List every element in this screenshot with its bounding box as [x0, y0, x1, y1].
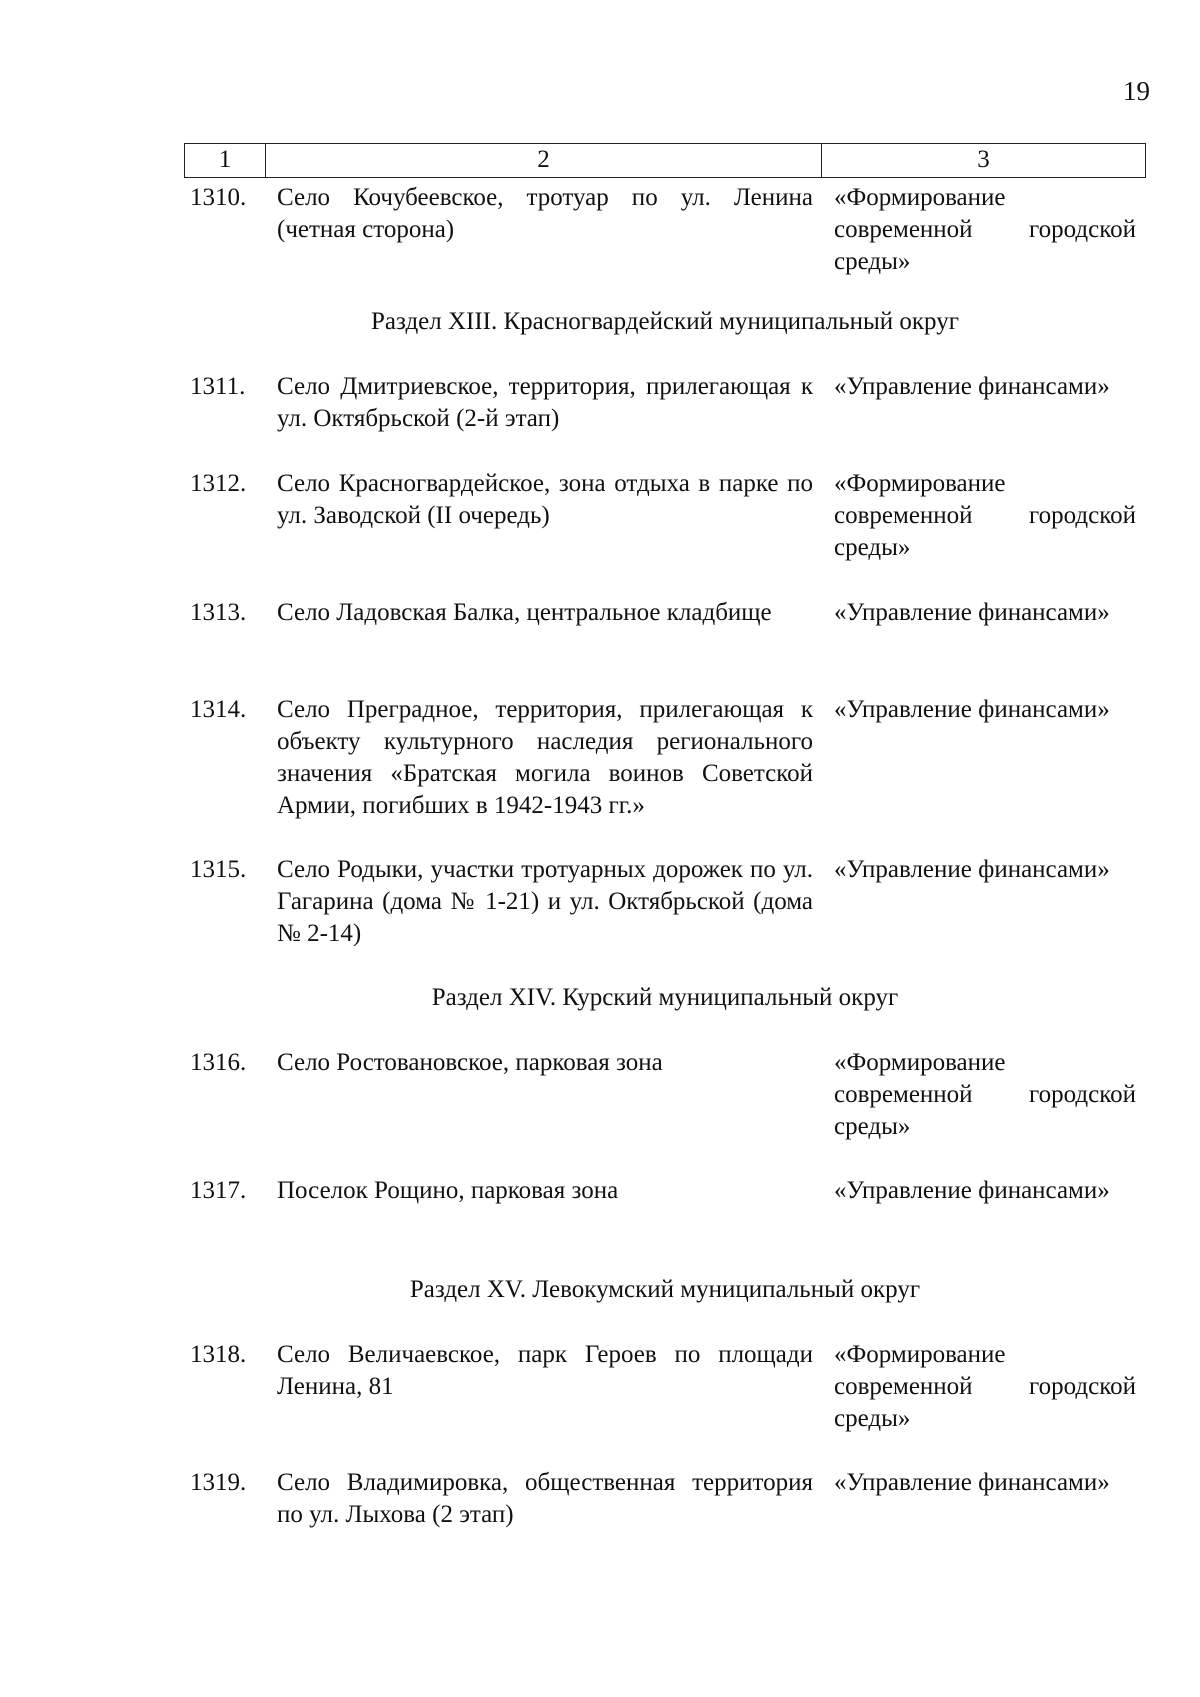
program-name: «Формирование современной городской среды» [834, 1049, 1136, 1140]
row-number: 1314. [190, 696, 247, 723]
row-number: 1313. [190, 599, 247, 626]
program-name: «Управление финансами» [834, 696, 1110, 723]
row-number: 1311. [190, 373, 246, 400]
section-heading: Раздел XV. Левокумский муниципальный округ [409, 1276, 921, 1303]
program-name: «Управление финансами» [834, 373, 1110, 400]
object-name: Село Преградное, территория, прилегающая к объекту культурного наследия регионального значения «Братская могила воинов Советской Армии, погибших в 1942-1943 гг.» [277, 696, 813, 819]
object-name: Село Кочубеевское, тротуар по ул. Ленина (четная сторона) [277, 184, 813, 243]
row-number: 1318. [190, 1341, 247, 1368]
object-name: Село Красногвардейское, зона отдыха в парке по ул. Заводской (II очередь) [277, 470, 813, 529]
program-name: «Формирование современной городской среды» [834, 1341, 1136, 1432]
program-name: «Формирование современной городской среды» [834, 184, 1136, 275]
table-header [184, 143, 1146, 178]
object-name: Село Родыки, участки тротуарных дорожек по ул. Гагарина (дома № 1-21) и ул. Октябрьской (дома № 2-14) [277, 856, 813, 947]
row-number: 1312. [190, 470, 247, 497]
page-number: 19 [1123, 76, 1150, 106]
object-name: Село Владимировка, общественная территория по ул. Лыхова (2 этап) [277, 1469, 813, 1528]
object-name: Поселок Рощино, парковая зона [277, 1177, 619, 1204]
program-name: «Формирование современной городской среды» [834, 470, 1136, 561]
program-name: «Управление финансами» [834, 1177, 1110, 1204]
program-name: «Управление финансами» [834, 1469, 1110, 1496]
row-number: 1317. [190, 1177, 247, 1204]
column-header-1: 1 [185, 144, 266, 177]
row-number: 1315. [190, 856, 247, 883]
column-header-2: 2 [266, 144, 822, 177]
object-name: Село Дмитриевское, территория, прилегающая к ул. Октябрьской (2-й этап) [277, 373, 813, 432]
object-name: Село Ладовская Балка, центральное кладбище [277, 599, 772, 626]
column-header-3: 3 [977, 146, 990, 173]
row-number: 1316. [190, 1049, 247, 1076]
object-name: Село Ростовановское, парковая зона [277, 1049, 663, 1076]
section-heading: Раздел XIII. Красногвардейский муниципальный округ [371, 308, 959, 335]
program-name: «Управление финансами» [834, 856, 1110, 883]
row-number: 1310. [190, 184, 247, 211]
program-name: «Управление финансами» [834, 599, 1110, 626]
section-heading: Раздел XIV. Курский муниципальный округ [431, 984, 899, 1011]
object-name: Село Величаевское, парк Героев по площади Ленина, 81 [277, 1341, 813, 1400]
row-number: 1319. [190, 1469, 247, 1496]
